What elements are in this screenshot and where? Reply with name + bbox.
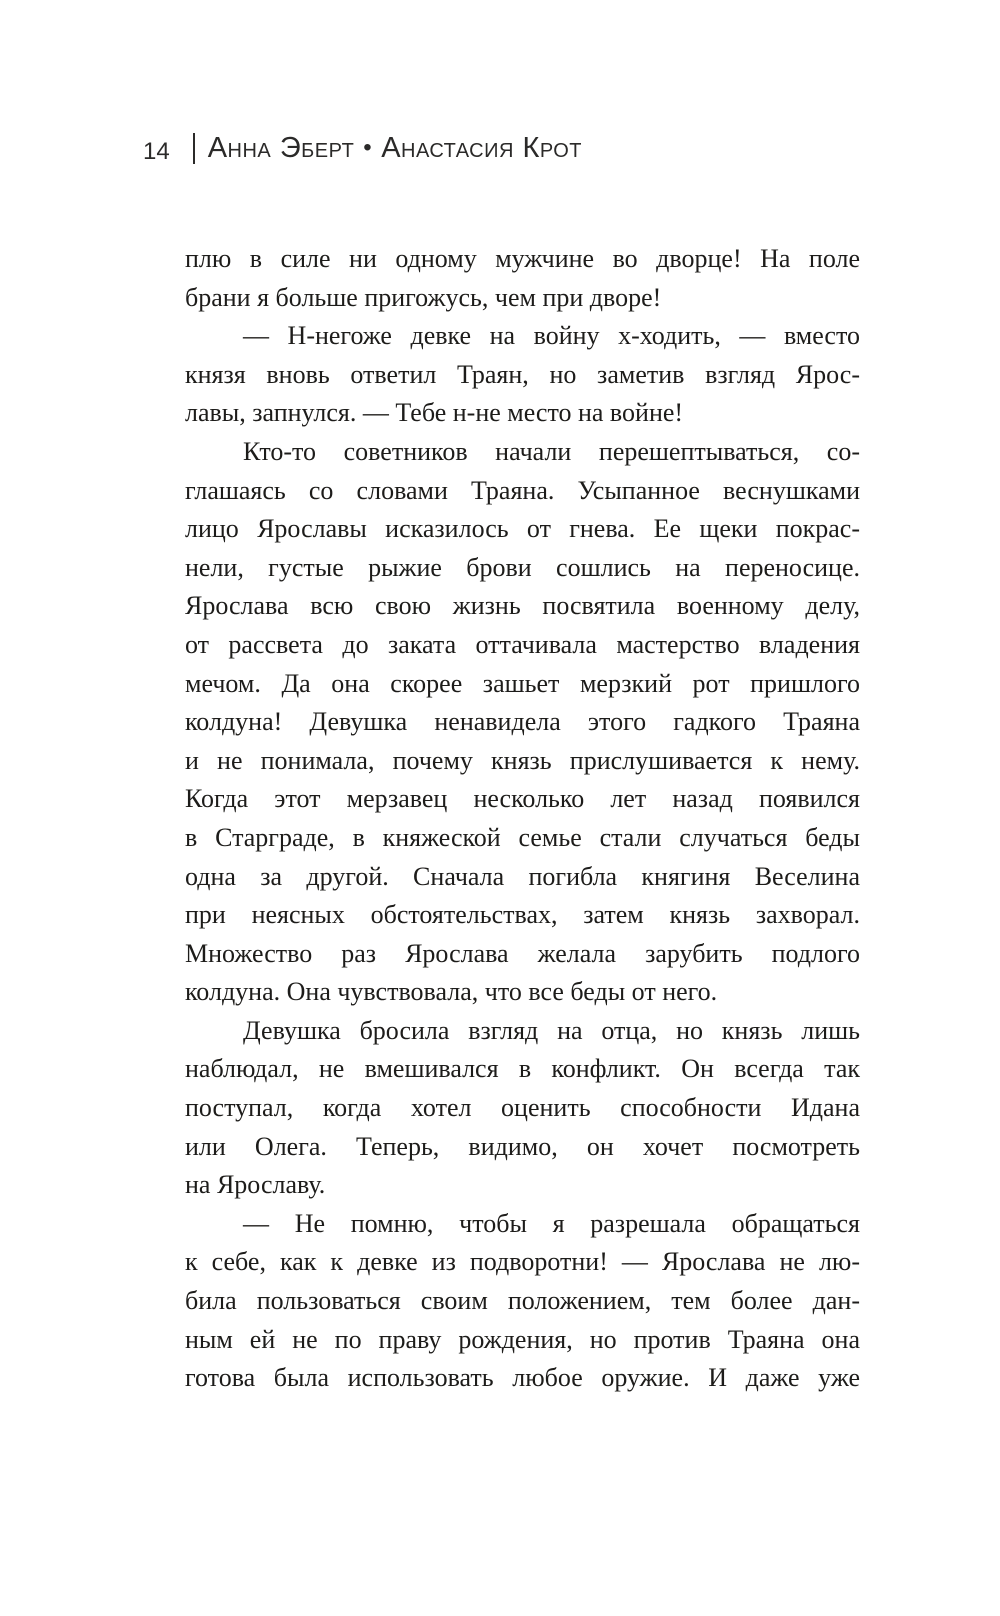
text-line: — Н-негоже девке на войну х-ходить, — вместо: [243, 321, 860, 351]
text-line: князя вновь ответил Траян, но заметив взгляд Ярос-: [185, 359, 860, 389]
text-line: от рассвета до заката оттачивала мастерство владения: [185, 629, 860, 659]
header-divider: [193, 133, 195, 164]
text-line: или Олега. Теперь, видимо, он хочет посмотреть: [185, 1131, 860, 1161]
paragraph: [185, 433, 860, 1012]
text-line: колдуна! Девушка ненавидела этого гадкого Траяна: [185, 707, 860, 737]
text-line: Девушка бросила взгляд на отца, но князь лишь: [243, 1015, 860, 1045]
author-separator-bullet: •: [363, 134, 373, 161]
text-line: — Не помню, чтобы я разрешала обращаться: [243, 1208, 860, 1238]
author-first: Анна Эберт: [207, 132, 355, 164]
paragraph: [185, 1012, 860, 1205]
page-number: 14: [143, 137, 170, 165]
author-second: Анастасия Крот: [381, 132, 583, 164]
text-line: била пользоваться своим положением, тем более дан-: [185, 1286, 860, 1316]
text-line: на Ярославу.: [185, 1170, 326, 1200]
text-line: готова была использовать любое оружие. И даже уже: [185, 1363, 860, 1393]
text-line: в Старграде, в княжеской семье стали случаться беды: [185, 822, 860, 852]
text-line: одна за другой. Сначала погибла княгиня Веселина: [185, 861, 860, 891]
text-line: нели, густые рыжие брови сошлись на переносице.: [185, 552, 860, 582]
page-header: [143, 133, 582, 164]
text-line: при неясных обстоятельствах, затем князь захворал.: [185, 900, 860, 930]
paragraph: [185, 1205, 860, 1398]
text-line: брани я больше пригожусь, чем при дворе!: [185, 282, 662, 312]
text-line: мечом. Да она скорее зашьет мерзкий рот пришлого: [185, 668, 860, 698]
text-line: наблюдал, не вмешивался в конфликт. Он всегда так: [185, 1054, 860, 1084]
text-line: и не понимала, почему князь прислушивается к нему.: [185, 745, 860, 775]
authors-line: [208, 134, 582, 163]
text-line: колдуна. Она чувствовала, что все беды от него.: [185, 977, 718, 1007]
text-line: Множество раз Ярослава желала зарубить подлого: [185, 938, 860, 968]
text-line: Ярослава всю свою жизнь посвятила военному делу,: [185, 591, 860, 621]
paragraph: [185, 240, 860, 317]
text-line: лавы, запнулся. — Тебе н-не место на войне!: [185, 398, 684, 428]
text-line: ным ей не по праву рождения, но против Траяна она: [185, 1324, 860, 1354]
paragraph: [185, 317, 860, 433]
text-line: поступал, когда хотел оценить способности Идана: [185, 1093, 860, 1123]
text-line: Когда этот мерзавец несколько лет назад появился: [185, 784, 860, 814]
text-line: плю в силе ни одному мужчине во дворце! На поле: [185, 244, 860, 273]
text-line: глашаясь со словами Траяна. Усыпанное веснушками: [185, 475, 860, 505]
text-line: к себе, как к девке из подворотни! — Ярослава не лю-: [185, 1247, 860, 1277]
body-text: [185, 240, 860, 1398]
text-line: Кто-то советников начали перешептываться, со-: [243, 436, 860, 466]
text-line: лицо Ярославы исказилось от гнева. Ее щеки покрас-: [185, 514, 860, 544]
